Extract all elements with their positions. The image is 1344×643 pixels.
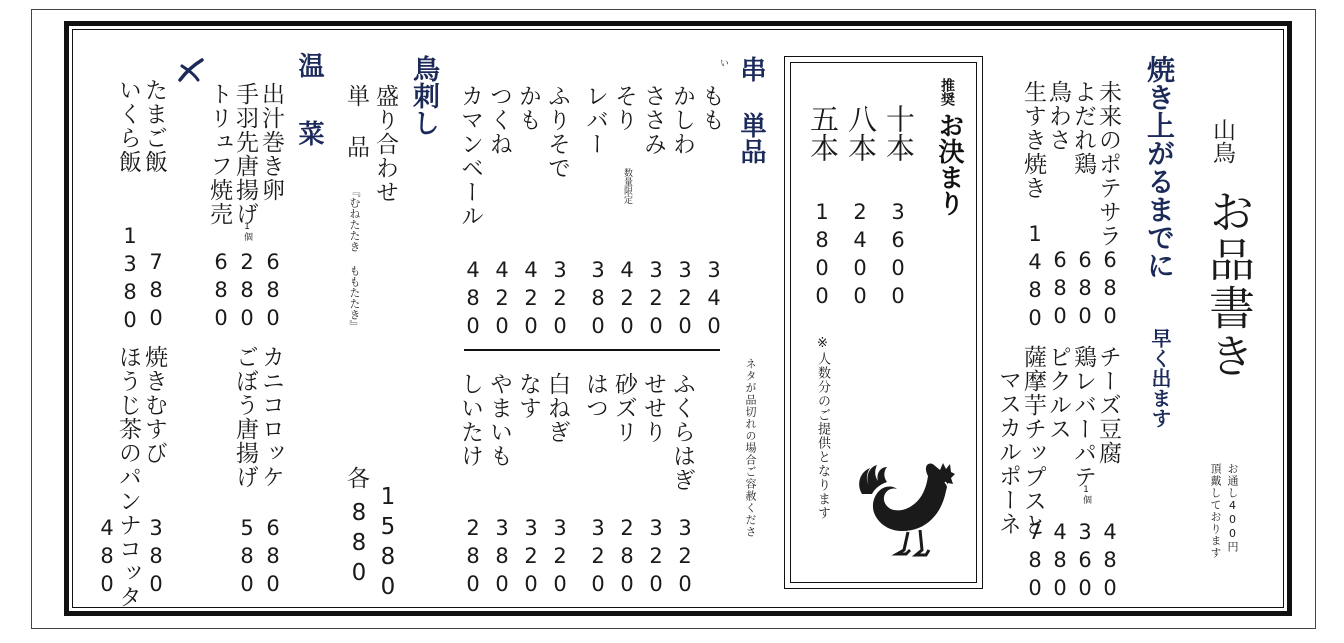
brush-stroke-icon <box>178 58 204 82</box>
quick-item-price: 1480 <box>1023 222 1047 334</box>
quick-item-name: 未来のポテサラ <box>1095 80 1121 248</box>
kushi-item-name: せせり <box>640 372 666 444</box>
kushi-item-name: やまいも <box>486 372 512 468</box>
kushi-item-name: かしわ <box>669 84 695 156</box>
kushi-item-price: 280 <box>461 516 485 600</box>
kushi-item-note: 数量限定 <box>622 168 632 204</box>
quick-item-note: 1個 <box>1081 485 1091 504</box>
sashimi-item-name: 単 品 <box>343 84 369 159</box>
kushi-item-price: 480 <box>461 258 485 342</box>
quick-item-price: 680 <box>1073 248 1097 332</box>
kushi-item-name: もも <box>698 84 724 132</box>
shime-item-price: 780 <box>144 250 168 334</box>
kushi-item-price: 320 <box>548 516 572 600</box>
sashimi-heading: 鳥刺し <box>408 55 439 136</box>
sashimi-item-prefix: 各 <box>343 466 369 490</box>
onsai-item-price: 680 <box>209 250 233 334</box>
quick-item-name: 生すき焼き <box>1020 80 1046 200</box>
kushi-item-price: 340 <box>702 258 726 342</box>
quick-item-price: 360 <box>1073 520 1097 604</box>
kushi-item-price: 420 <box>615 258 639 342</box>
omakase-heading: お決まり <box>934 112 964 216</box>
page-title: お品書き <box>1202 188 1256 380</box>
onsai-item-price: 680 <box>261 250 285 334</box>
sashimi-item-name: 盛り合わせ <box>372 84 398 204</box>
kushi-item-price: 420 <box>519 258 543 342</box>
onsai-item-name: カニコロッケ <box>258 345 284 489</box>
omakase-item-price: 2400 <box>848 200 872 312</box>
kushi-item-price: 320 <box>519 516 543 600</box>
kushi-item-price: 320 <box>673 258 697 342</box>
shop-name: 山鳥 <box>1209 118 1235 164</box>
kushi-item-name: つくね <box>486 84 512 156</box>
onsai-heading: 温 菜 <box>294 52 324 152</box>
shime-item-price: 480 <box>95 516 119 600</box>
quick-item-name: 鳥わさ <box>1045 80 1071 152</box>
quick-heading: 焼き上がるまでに <box>1143 55 1176 279</box>
omakase-item-name: 八本 <box>844 104 878 162</box>
kushi-item-price: 320 <box>673 516 697 600</box>
omakase-item-name: 十本 <box>882 104 916 162</box>
onsai-item-price: 580 <box>235 516 259 600</box>
kushi-item-name: しいたけ <box>457 372 483 468</box>
quick-item-name: よだれ鶏 <box>1070 80 1096 176</box>
quick-item-name: 鶏レバーパテ <box>1070 345 1096 489</box>
omakase-item-price: 3600 <box>886 200 910 312</box>
otoshi-line-1: お通し400円 <box>1226 463 1239 553</box>
rooster-icon <box>852 452 962 562</box>
kushi-item-name: かも <box>515 84 541 132</box>
kushi-item-price: 320 <box>644 516 668 600</box>
onsai-item-price: 280 <box>235 250 259 334</box>
shime-item-name: 焼きむすび <box>141 345 167 465</box>
kushi-item-price: 320 <box>586 516 610 600</box>
quick-item-name: ピクルス <box>1045 345 1071 441</box>
omakase-item-price: 1800 <box>810 200 834 312</box>
sashimi-item-note: 『むねたたき ももたたき』 <box>348 186 361 331</box>
quick-item-price: 480 <box>1048 520 1072 604</box>
kushi-item-price: 420 <box>490 258 514 342</box>
kushi-item-name: 白ねぎ <box>544 372 570 444</box>
quick-item-price: 480 <box>1098 520 1122 604</box>
omakase-note: ※人数分のご提供となります <box>815 336 830 520</box>
quick-item-name: マスカルポーネ <box>995 368 1021 536</box>
kushi-item-prefix: い <box>718 58 728 67</box>
quick-item-price: 780 <box>1023 520 1047 604</box>
sashimi-item-price: 880 <box>346 500 372 590</box>
onsai-item-note: 1個 <box>242 222 252 241</box>
kushi-item-name: はつ <box>582 372 608 420</box>
onsai-item-price: 680 <box>261 516 285 600</box>
kushi-soldout-note: ネタが品切れの場合ご容赦くださ <box>744 358 757 538</box>
kushi-item-name: ふりそで <box>544 84 570 180</box>
omakase-item-name: 五本 <box>806 104 840 162</box>
kushi-item-price: 320 <box>548 258 572 342</box>
quick-item-price: 680 <box>1048 248 1072 332</box>
kushi-item-name: 砂ズリ <box>611 372 637 444</box>
otoshi-line-2: 頂戴しております <box>1209 463 1222 559</box>
quick-subheading: 早く出ます <box>1148 328 1172 428</box>
kushi-item-name: なす <box>515 372 541 420</box>
sashimi-item-price: 1580 <box>375 484 401 604</box>
kushi-item-name: カマンベール <box>457 84 483 228</box>
kushi-item-name: ふくらはぎ <box>669 372 695 492</box>
onsai-item-name: トリュフ焼売 <box>206 82 232 226</box>
onsai-item-name: ごぼう唐揚げ <box>232 345 258 489</box>
quick-item-price: 680 <box>1098 248 1122 332</box>
kushi-item-price: 280 <box>615 516 639 600</box>
kushi-divider <box>464 349 720 351</box>
shime-item-name: いくら飯 <box>115 78 141 174</box>
kushi-item-price: 380 <box>586 258 610 342</box>
omakase-prefix: 推奨 <box>939 78 955 106</box>
kushi-item-name: レバー <box>582 84 608 156</box>
kushi-item-name: ささみ <box>640 84 666 156</box>
kushi-item-price: 380 <box>490 516 514 600</box>
onsai-item-name: 手羽先唐揚げ <box>232 82 258 226</box>
kushi-heading: 串 単品 <box>736 56 766 164</box>
shime-item-name: ほうじ茶のパンナコッタ <box>115 345 141 609</box>
kushi-item-price: 320 <box>644 258 668 342</box>
quick-item-name: チーズ豆腐 <box>1095 345 1121 465</box>
quick-item-name: 薩摩芋チップスと <box>1020 345 1046 537</box>
shime-item-name: たまご飯 <box>141 78 167 174</box>
shime-item-price: 1380 <box>118 224 142 336</box>
kushi-item-name: そり <box>611 84 637 132</box>
onsai-item-name: 出汁巻き卵 <box>258 82 284 202</box>
shime-item-price: 380 <box>144 516 168 600</box>
